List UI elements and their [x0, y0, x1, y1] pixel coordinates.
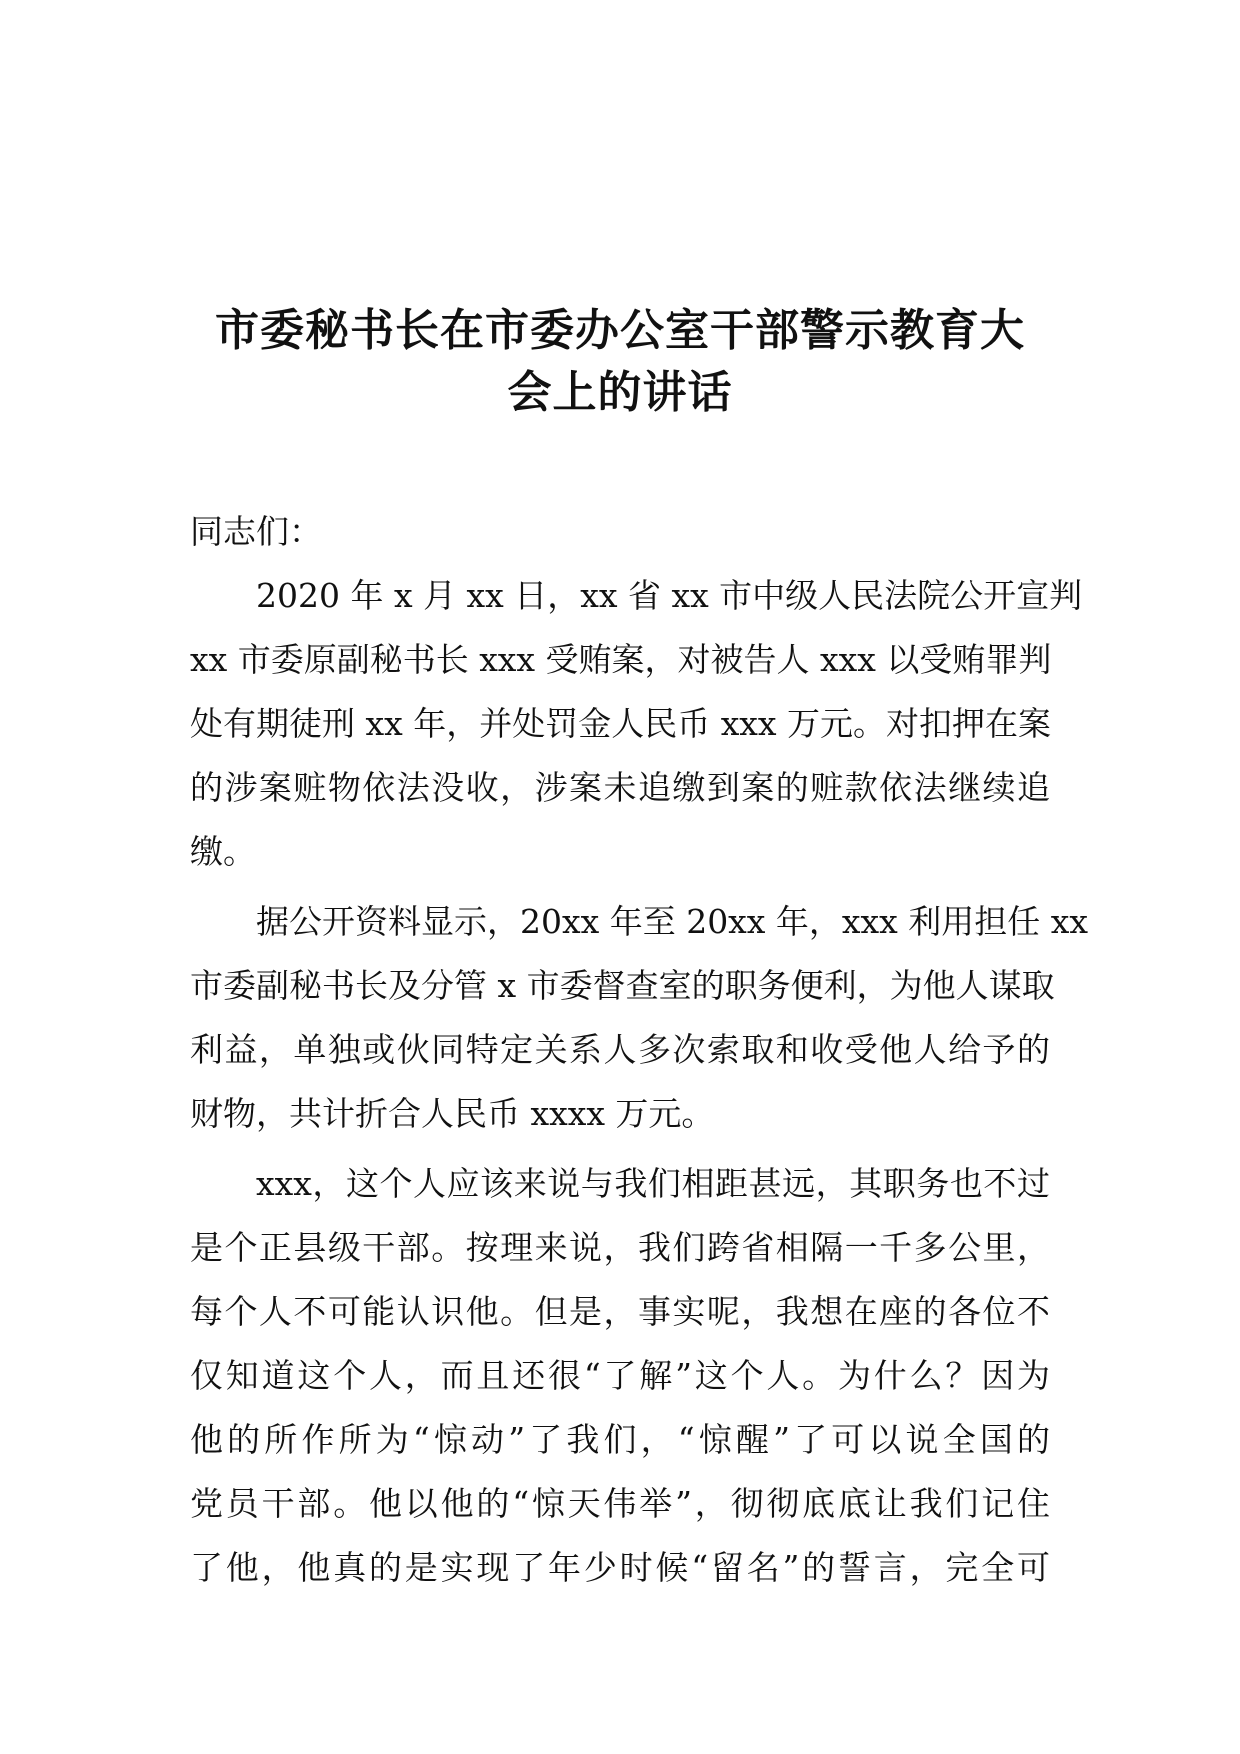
paragraph-1-line-3: 处有期徒刑 xx 年，并处罚金人民币 xxx 万元。对扣押在案	[190, 704, 1052, 743]
title-line-1: 市委秘书长在市委办公室干部警示教育大	[215, 305, 1025, 356]
paragraph-1-line-1: 2020 年 x 月 xx 日，xx 省 xx 市中级人民法院公开宣判	[256, 576, 1083, 615]
paragraph-3-line-6: 党员干部。他以他的“惊天伟举”，彻彻底底让我们记住	[190, 1484, 1050, 1523]
paragraph-3-line-1: xxx，这个人应该来说与我们相距甚远，其职务也不过	[256, 1164, 1050, 1203]
paragraph-3-line-5: 他的所作所为“惊动”了我们，“惊醒”了可以说全国的	[190, 1420, 1050, 1459]
paragraph-2	[190, 890, 1088, 1146]
salutation: 同志们：	[190, 512, 322, 551]
paragraph-3-line-7: 了他，他真的是实现了年少时候“留名”的誓言，完全可	[190, 1548, 1050, 1587]
paragraph-2-line-1: 据公开资料显示，20xx 年至 20xx 年，xxx 利用担任 xx	[256, 902, 1088, 941]
paragraph-3-line-2: 是个正县级干部。按理来说，我们跨省相隔一千多公里，	[190, 1228, 1050, 1267]
document-body	[190, 500, 1088, 1606]
paragraph-1-line-5: 缴。	[190, 832, 256, 871]
paragraph-3-line-4: 仅知道这个人，而且还很“了解”这个人。为什么？因为	[190, 1356, 1050, 1395]
paragraph-2-line-4: 财物，共计折合人民币 xxxx 万元。	[190, 1094, 715, 1133]
paragraph-1	[190, 564, 1083, 884]
paragraph-1-line-4: 的涉案赃物依法没收，涉案未追缴到案的赃款依法继续追	[190, 768, 1050, 807]
title-line-2: 会上的讲话	[507, 367, 733, 418]
document-title	[180, 300, 1060, 424]
paragraph-2-line-2: 市委副秘书长及分管 x 市委督查室的职务便利，为他人谋取	[190, 966, 1055, 1005]
paragraph-1-line-2: xx 市委原副秘书长 xxx 受贿案，对被告人 xxx 以受贿罪判	[190, 640, 1052, 679]
paragraph-3-line-3: 每个人不可能认识他。但是，事实呢，我想在座的各位不	[190, 1292, 1050, 1331]
paragraph-2-line-3: 利益，单独或伙同特定关系人多次索取和收受他人给予的	[190, 1030, 1050, 1069]
paragraph-3	[190, 1152, 1050, 1600]
